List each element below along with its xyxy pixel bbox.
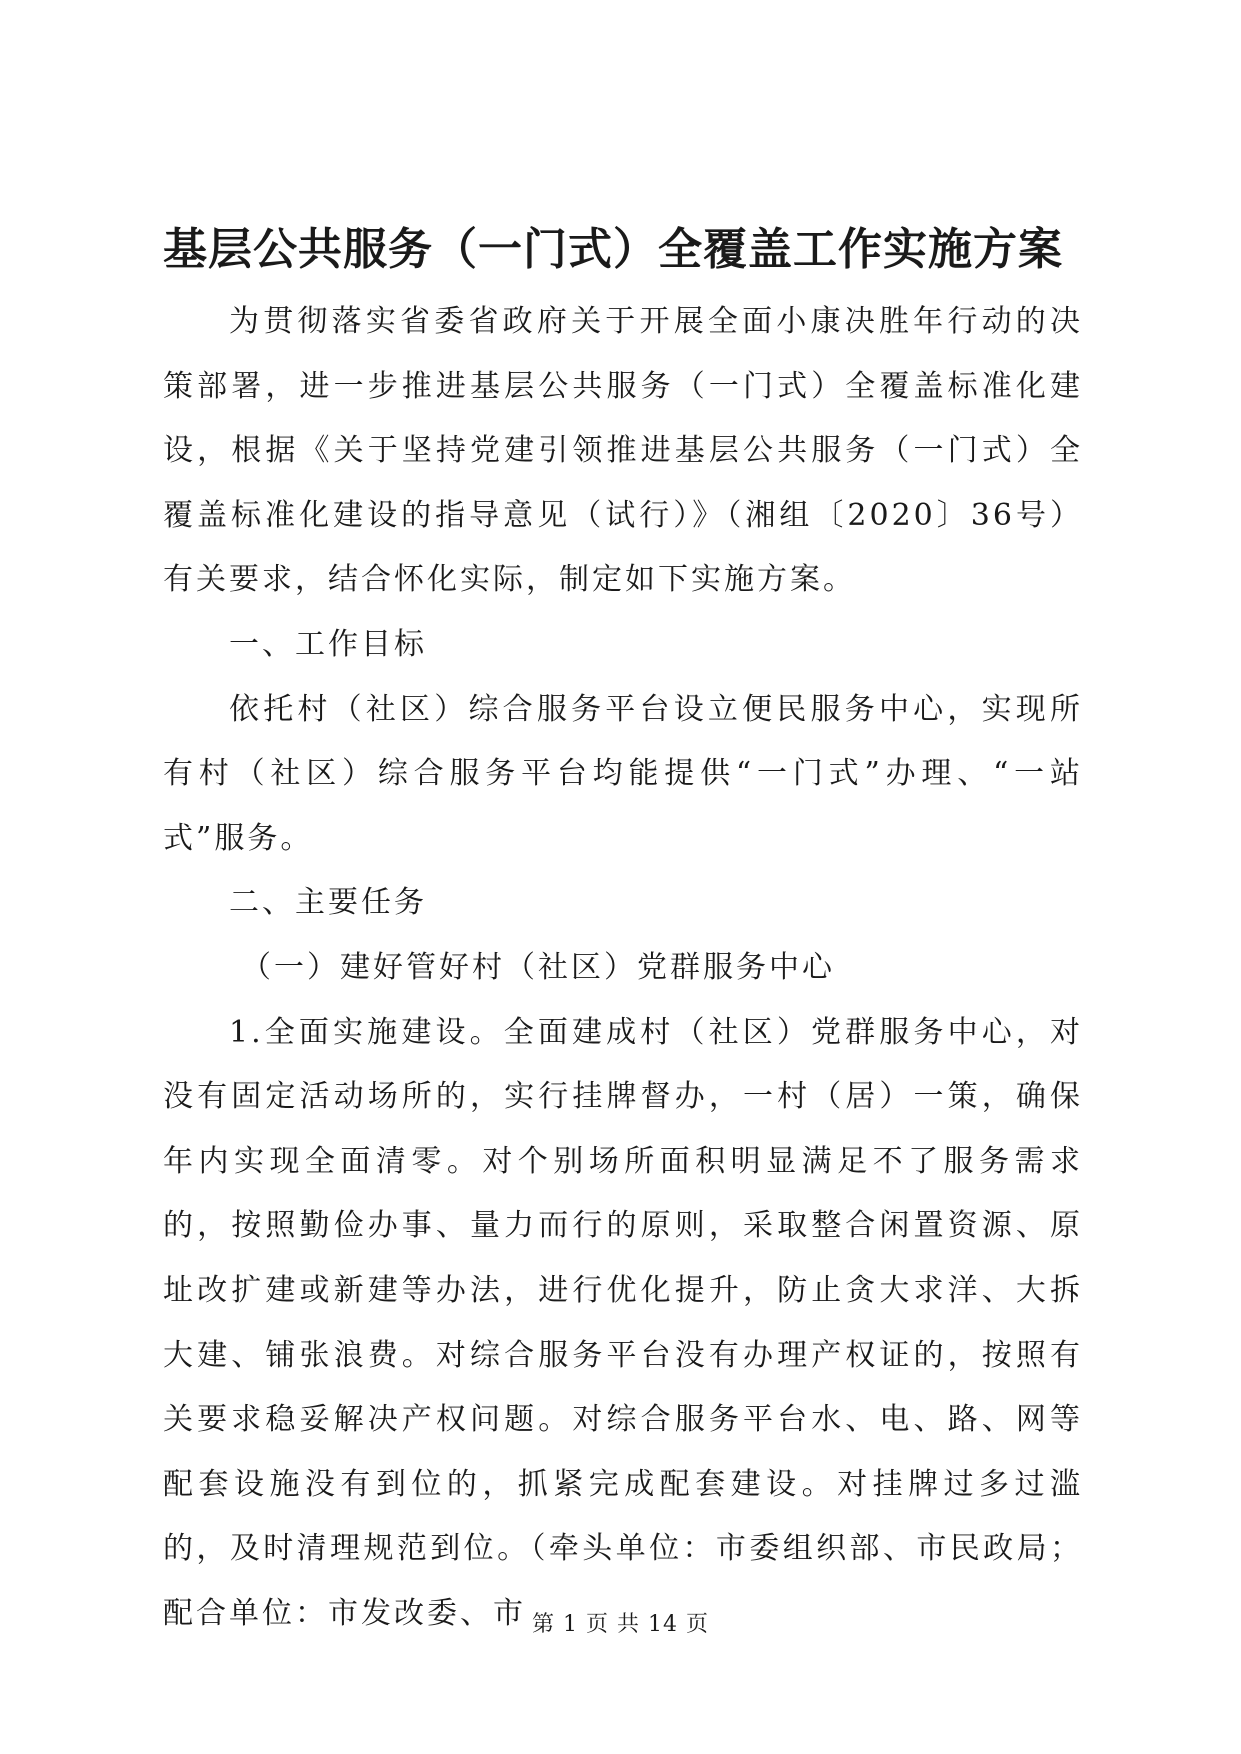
task-item-1-paragraph: 1.全面实施建设。全面建成村（社区）党群服务中心，对没有固定活动场所的，实行挂牌督办，一村（居）一策，确保年内实现全面清零。对个别场所面积明显满足不了服务需求的，按照勤俭办事、量力而行的原则，采取整合闲置资源、原址改扩建或新建等办法，进行优化提升，防止贪大求洋、大拆大建、铺张浪费。对综合服务平台没有办理产权证的，按照有关要求稳妥解决产权问题。对综合服务平台水、电、路、网等配套设施没有到位的，抓紧完成配套建设。对挂牌过多过滥的，及时清理规范到位。（牵头单位：市委组织部、市民政局；配合单位：市发改委、市: [163, 1014, 1083, 1631]
section-heading-tasks: 二、主要任务: [229, 885, 427, 921]
subsection-heading-service-center: （一）建好管好村（社区）党群服务中心: [241, 949, 835, 985]
document-body: [163, 290, 1083, 1646]
goals-paragraph: 依托村（社区）综合服务平台设立便民服务中心，实现所有村（社区）综合服务平台均能提供“一门式”办理、“一站式”服务。: [163, 691, 1083, 856]
document-title: 基层公共服务（一门式）全覆盖工作实施方案: [163, 224, 1063, 275]
page-number-footer: 第 1 页 共 14 页: [532, 1612, 709, 1637]
intro-paragraph: 为贯彻落实省委省政府关于开展全面小康决胜年行动的决策部署，进一步推进基层公共服务（一门式）全覆盖标准化建设，根据《关于坚持党建引领推进基层公共服务（一门式）全覆盖标准化建设的指导意见（试行）》（湘组〔2020〕36号）有关要求，结合怀化实际，制定如下实施方案。: [163, 304, 1083, 598]
section-heading-goals: 一、工作目标: [229, 626, 427, 662]
